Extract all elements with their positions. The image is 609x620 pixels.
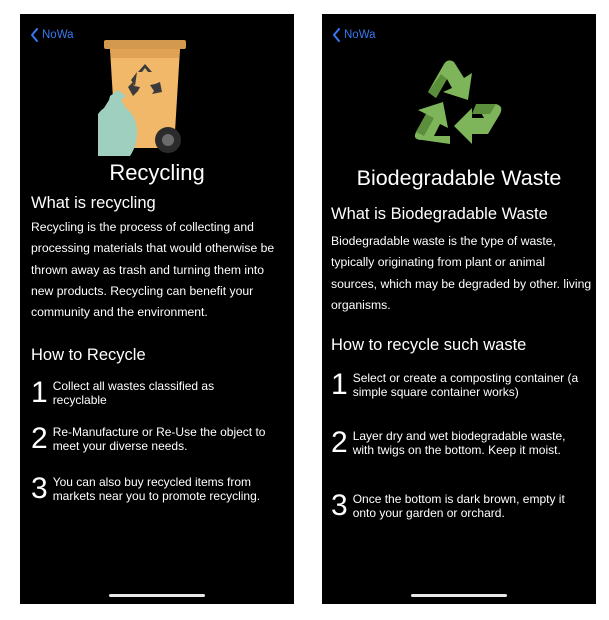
biodegradable-screen: [322, 14, 596, 604]
step-number: 1: [331, 368, 348, 401]
step-item: [331, 428, 593, 458]
page-title: Biodegradable Waste: [356, 166, 562, 190]
section-heading-what: What is recycling: [31, 194, 156, 212]
step-text: You can also buy recycled items from markets near you to promote recycling.: [52, 475, 261, 503]
recycling-screen: [20, 14, 294, 604]
step-number: 2: [331, 426, 348, 459]
step-text: Collect all wastes classified as recyclable: [52, 379, 215, 407]
step-text: Layer dry and wet biodegradable waste, with twigs on the bottom. Keep it moist.: [352, 429, 566, 457]
section-heading-what: What is Biodegradable Waste: [331, 205, 548, 223]
chevron-left-icon: [332, 28, 341, 42]
home-indicator[interactable]: [411, 594, 507, 597]
back-label: NoWa: [42, 29, 74, 41]
section-body-what: Recycling is the process of collecting and processing materials that would otherwise be thrown away as trash and turning them into new products. Recycling can benefit your community and the environment.: [31, 220, 275, 320]
section-heading-how: How to recycle such waste: [331, 336, 527, 354]
recycle-arrows-icon: [398, 48, 508, 158]
back-label: NoWa: [344, 29, 376, 41]
recycling-bin-illustration: [98, 36, 190, 158]
step-text: Once the bottom is dark brown, empty it onto your garden or orchard.: [352, 492, 565, 520]
back-button[interactable]: [332, 28, 376, 42]
step-item: [31, 424, 289, 454]
step-item: [31, 378, 289, 408]
home-indicator[interactable]: [109, 594, 205, 597]
back-button[interactable]: [30, 28, 74, 42]
step-text: Select or create a composting container (a simple square container works): [352, 371, 579, 399]
page-title: Recycling: [109, 160, 205, 185]
chevron-left-icon: [30, 28, 39, 42]
step-number: 2: [31, 422, 48, 455]
step-item: [331, 491, 593, 521]
section-heading-how: How to Recycle: [31, 346, 146, 364]
step-text: Re-Manufacture or Re-Use the object to meet your diverse needs.: [52, 425, 266, 453]
step-number: 3: [31, 472, 48, 505]
step-item: [331, 370, 593, 400]
section-body-what: Biodegradable waste is the type of waste, typically originating from plant or animal sources, which may be degraded by other. living organisms.: [331, 234, 592, 312]
step-number: 3: [331, 489, 348, 522]
step-item: [31, 474, 289, 504]
step-number: 1: [31, 376, 48, 409]
